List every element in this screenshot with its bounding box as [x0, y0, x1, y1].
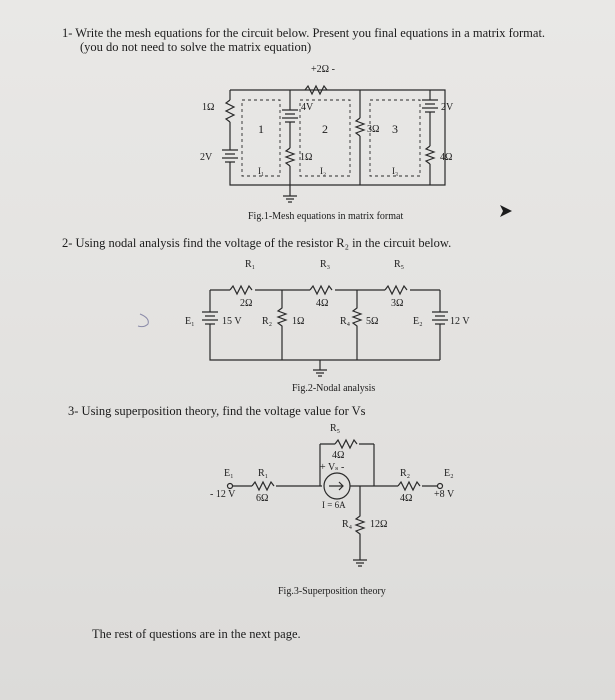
fig1-current-i1: I₁: [258, 166, 265, 176]
fig1-label-r-right: 3Ω: [367, 124, 380, 135]
fig2-label-r4-value: 5Ω: [366, 316, 379, 327]
fig1-mesh-2: 2: [322, 122, 328, 136]
fig2-label-r2: R₂: [262, 316, 273, 327]
fig2-label-e2-value: 12 V: [450, 316, 470, 327]
fig2-label-r1: R₁: [245, 259, 256, 270]
fig1-mesh-1: 1: [258, 122, 264, 136]
fig3-label-r1: R₁: [258, 468, 269, 479]
figure-2-caption: Fig.2-Nodal analysis: [292, 383, 376, 394]
fig1-label-src-4v: 4V: [301, 102, 314, 113]
fig3-label-r5: R₅: [330, 423, 341, 434]
fig2-label-r2-value: 1Ω: [292, 316, 305, 327]
fig3-label-r4: R₄: [342, 519, 353, 530]
fig1-mesh-3: 3: [392, 122, 398, 136]
fig3-label-current: I = 6A: [322, 500, 346, 510]
fig2-label-r5: R₅: [394, 259, 405, 270]
fig2-label-r1-value: 2Ω: [240, 298, 253, 309]
fig1-label-r-left: 1Ω: [202, 102, 215, 113]
fig2-label-e1-value: 15 V: [222, 316, 242, 327]
fig3-label-r2-value: 4Ω: [400, 493, 413, 504]
footer-note: The rest of questions are in the next page.: [92, 627, 301, 641]
fig1-label-src-left: 2V: [200, 152, 213, 163]
fig1-current-i3: I₃: [392, 166, 399, 176]
figure-3-caption: Fig.3-Superposition theory: [278, 586, 386, 597]
fig2-label-r3: R₃: [320, 259, 331, 270]
figure-1-caption: Fig.1-Mesh equations in matrix format: [248, 211, 404, 222]
fig1-label-r-far-right: 4Ω: [440, 152, 453, 163]
fig1-current-i2: I₂: [320, 166, 327, 176]
fig3-label-e1-value: - 12 V: [210, 489, 236, 500]
question-2: 2- Using nodal analysis find the voltage of the resistor R₂ in the circuit below.: [62, 236, 452, 250]
fig2-label-r4: R₄: [340, 316, 351, 327]
fig2-label-r3-value: 4Ω: [316, 298, 329, 309]
fig3-label-e2: E₂: [444, 468, 454, 479]
fig3-label-vs: + Vₛ -: [320, 462, 345, 473]
fig3-label-r2: R₂: [400, 468, 411, 479]
fig3-label-r1-value: 6Ω: [256, 493, 269, 504]
question-3: 3- Using superposition theory, find the voltage value for Vs: [68, 404, 366, 418]
fig3-label-r5-value: 4Ω: [332, 450, 345, 461]
question-1-line-2: (you do not need to solve the matrix equation): [80, 40, 312, 54]
fig1-label-src-2v-right: 2V: [441, 102, 454, 113]
fig1-label-r-mid: 1Ω: [300, 152, 313, 163]
fig1-label-r-top: +2Ω -: [311, 64, 335, 75]
fig2-label-e1: E₁: [185, 316, 195, 327]
fig2-label-r5-value: 3Ω: [391, 298, 404, 309]
fig3-label-e2-value: +8 V: [434, 489, 455, 500]
fig3-label-e1: E₁: [224, 468, 234, 479]
question-1-line-1: 1- Write the mesh equations for the circuit below. Present you final equations in a matrix format.: [62, 26, 546, 40]
fig3-label-r4-value: 12Ω: [370, 519, 388, 530]
fig2-label-e2: E₂: [413, 316, 423, 327]
